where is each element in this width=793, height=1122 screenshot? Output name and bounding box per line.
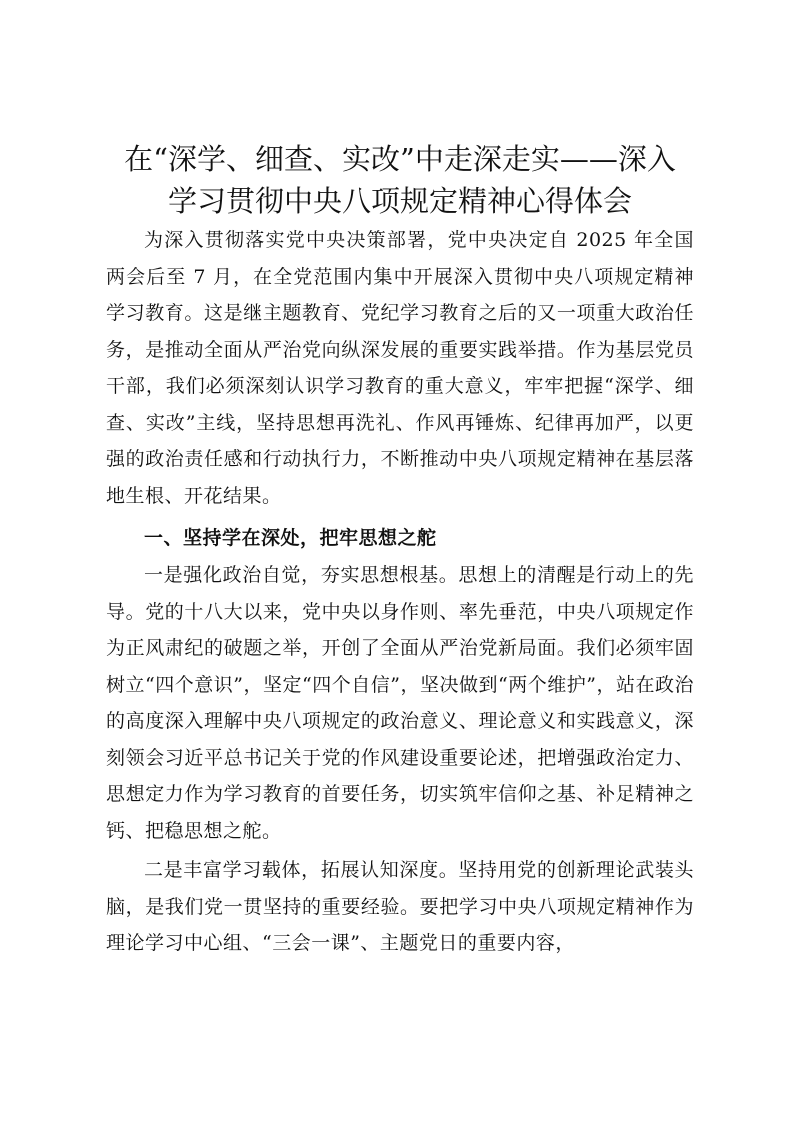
document-page: [106, 138, 694, 962]
document-title: [106, 138, 694, 222]
section-1-paragraph-1: 一是强化政治自觉，夯实思想根基。思想上的清醒是行动上的先导。党的十八大以来，党中央以身作则、率先垂范，中央八项规定作为正风肃纪的破题之举，开创了全面从严治党新局面。我们必须牢固树立“四个意识”，坚定“四个自信”，坚决做到“两个维护”，站在政治的高度深入理解中央八项规定的政治意义、理论意义和实践意义，深刻领会习近平总书记关于党的作风建设重要论述，把增强政治定力、思想定力作为学习教育的首要任务，切实筑牢信仰之基、补足精神之钙、把稳思想之舵。: [106, 564, 694, 842]
title-line-2: 学习贯彻中央八项规定精神心得体会: [167, 184, 632, 218]
intro-paragraph: 为深入贯彻落实党中央决策部署，党中央决定自 2025 年全国两会后至 7 月，在全党范围内集中开展深入贯彻中央八项规定精神学习教育。这是继主题教育、党纪学习教育之后的又一项重大政治任务，是推动全面从严治党向纵深发展的重要实践举措。作为基层党员干部，我们必须深刻认识学习教育的重大意义，牢牢把握“深学、细查、实改”主线，坚持思想再洗礼、作风再锤炼、纪律再加严，以更强的政治责任感和行动执行力，不断推动中央八项规定精神在基层落地生根、开花结果。: [106, 229, 694, 507]
title-line-1: 在“深学、细查、实改”中走深走实——深入: [124, 142, 676, 176]
section-1-paragraph-2: 二是丰富学习载体，拓展认知深度。坚持用党的创新理论武装头脑，是我们党一贯坚持的重要经验。要把学习中央八项规定精神作为理论学习中心组、“三会一课”、主题党日的重要内容，: [106, 859, 694, 954]
section-1-heading: 一、坚持学在深处，把牢思想之舵: [144, 527, 437, 549]
